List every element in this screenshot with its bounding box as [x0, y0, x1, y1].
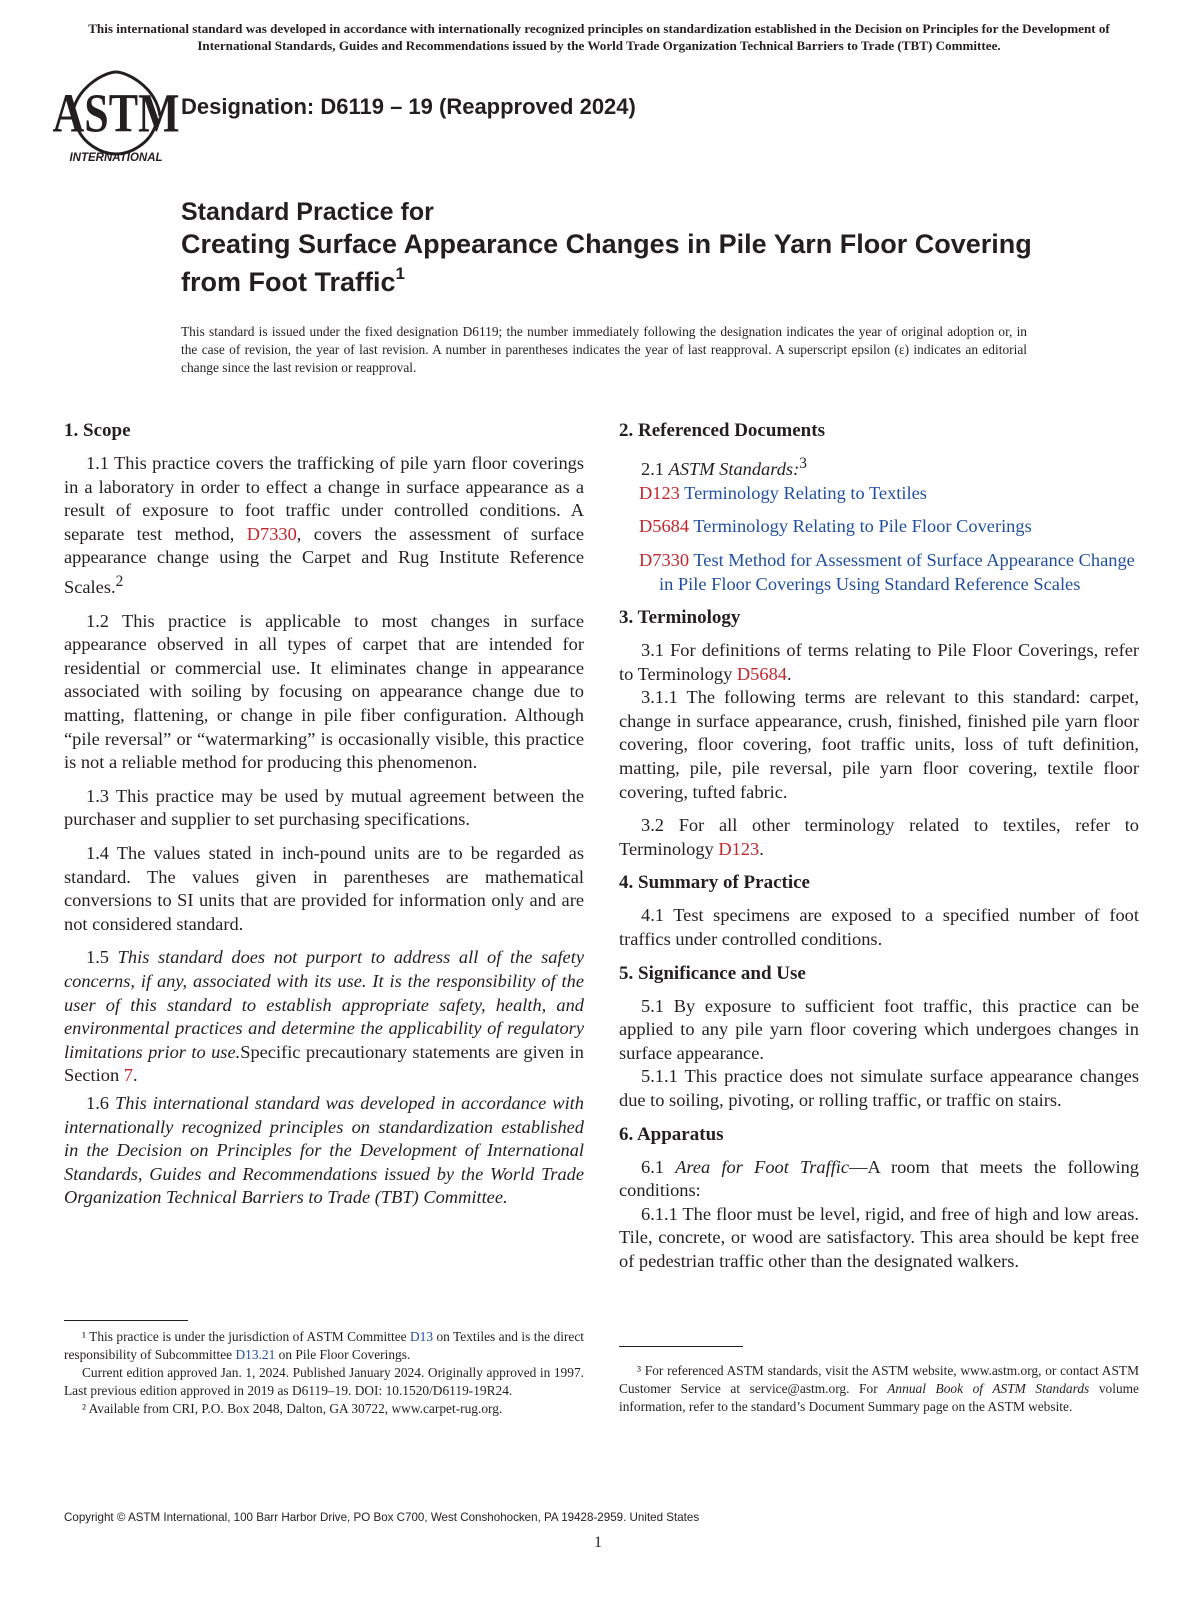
title-main [181, 228, 1081, 298]
link-d13-21[interactable]: D13.21 [235, 1347, 276, 1362]
para-1-5-italic: This standard does not purport to address all of the safety concerns, if any, associated with its use. It is the responsibility of the user of this standard to establish appropriate safety, health, and environmental practices and determine the applicability of regulatory limitations prior to use. [64, 947, 584, 1062]
title-footnote-mark: 1 [395, 264, 405, 283]
para-4-1: 4.1 Test specimens are exposed to a specified number of foot traffics under controlled conditions. [619, 905, 1139, 950]
ref-title: Terminology Relating to Pile Floor Coverings [693, 516, 1032, 537]
link-section-7[interactable]: 7 [123, 1065, 133, 1086]
para-1-1 [64, 452, 584, 600]
logo-mark-text: ASTM [52, 83, 180, 144]
ref-d123[interactable] [619, 482, 1139, 506]
para-3-1-end: . [786, 663, 792, 684]
footnote-ref-2: 2 [115, 572, 124, 590]
para-3-2-end: . [759, 838, 764, 859]
footnote-1-edition: Current edition approved Jan. 1, 2024. Published January 2024. Originally approved in 1997. Last previous edition approved in 2019 as D6119–19. DOI: 10.1520/D6119-19R24. [64, 1365, 584, 1398]
para-1-6 [64, 1092, 584, 1210]
left-column [64, 419, 584, 1220]
section-1-heading: 1. Scope [64, 420, 131, 441]
para-3-2 [619, 814, 1139, 861]
para-1-5-end: . [132, 1065, 138, 1086]
para-1-5 [64, 946, 584, 1088]
link-d7330[interactable]: D7330 [246, 523, 297, 544]
footnote-1-text-end: on Pile Floor Coverings. [275, 1347, 411, 1362]
top-notice: This international standard was developed in accordance with internationally recognized principles on standardization established in the Decision on Principles for the Development of International Standards, Guides and Recommendations issued by the World Trade Organization Technical Barriers to Trade (TBT) Committee. [88, 21, 1110, 53]
para-6-1 [619, 1156, 1139, 1203]
footnote-rule-left [64, 1320, 188, 1321]
para-1-5-rest: Specific precautionary statements are given in Section [64, 1041, 584, 1086]
link-d13[interactable]: D13 [410, 1329, 434, 1344]
title-block [181, 196, 1081, 298]
copyright: Copyright © ASTM International, 100 Barr Harbor Drive, PO Box C700, West Conshohocken, PA 19428-2959. United States [64, 1511, 700, 1524]
para-6-1-italic: Area for Foot Traffic [675, 1156, 850, 1177]
para-3-1-text: 3.1 For definitions of terms relating to Pile Floor Coverings, refer to Terminology [619, 640, 1139, 684]
para-1-1-text: 1.1 This practice covers the trafficking of pile yarn floor coverings in a laboratory in order to effect a change in surface appearance as a result of exposure to foot traffic under controlled conditions. A separate test method, [64, 453, 584, 544]
para-1-5-num: 1.5 [86, 947, 118, 968]
para-1-4: 1.4 The values stated in inch-pound units are to be regarded as standard. The values given in parentheses are mathematical conversions to SI units that are provided for information only and are not considered standard. [64, 843, 584, 934]
ref-d7330[interactable] [619, 549, 1139, 596]
section-2-heading: 2. Referenced Documents [619, 420, 825, 441]
para-6-1-num: 6.1 [641, 1156, 676, 1177]
footnotes-left [64, 1328, 584, 1418]
para-1-6-num: 1.6 [86, 1092, 116, 1113]
ref-title: Terminology Relating to Textiles [684, 482, 927, 503]
para-6-1-1: 6.1.1 The floor must be level, rigid, and free of high and low areas. Tile, concrete, or wood are satisfactory. This area should be kept free of pedestrian traffic other than the designated walkers. [619, 1203, 1139, 1271]
para-3-1 [619, 639, 1139, 686]
para-1-6-italic: This international standard was developed in accordance with internationally recognized principles on standardization established in the Decision on Principles for the Development of International Standards, Guides and Recommendations issued by the World Trade Organization Technical Barriers to Trade (TBT) Committee. [64, 1092, 584, 1208]
footnotes-right [619, 1362, 1139, 1416]
ref-code: D5684 [639, 516, 690, 537]
footnote-3-italic: Annual Book of ASTM Standards [887, 1381, 1090, 1396]
issue-note: This standard is issued under the fixed designation D6119; the number immediately following the designation indicates the year of original adoption or, in the case of revision, the year of last revision. A number in parentheses indicates the year of last reapproval. A superscript epsilon (ε) indicates an editorial change since the last revision or reapproval. [181, 324, 1027, 375]
footnote-1 [64, 1328, 584, 1364]
para-2-1-num: 2.1 [641, 459, 669, 480]
astm-standards-label: ASTM Standards: [668, 459, 800, 480]
footnote-ref-3: 3 [799, 455, 807, 472]
section-3-heading: 3. Terminology [619, 607, 741, 629]
section-4-heading: 4. Summary of Practice [619, 872, 810, 894]
footnote-3-text-end: volume information, refer to the standard’s Document Summary page on the ASTM website. [619, 1381, 1139, 1414]
para-2-1 [619, 452, 1139, 482]
footnote-rule-right [619, 1346, 743, 1347]
link-d123[interactable]: D123 [718, 838, 760, 859]
footnote-1-text: ¹ This practice is under the jurisdiction of ASTM Committee [82, 1329, 410, 1344]
page-number: 1 [594, 1534, 602, 1551]
section-6-heading: 6. Apparatus [619, 1123, 724, 1145]
para-3-1-1: 3.1.1 The following terms are relevant to this standard: carpet, change in surface appearance, crush, finished, finished pile yarn floor covering, floor covering, foot traffic units, loss of tuft definition, matting, pile, pile reversal, pile yarn floor covering, textile floor covering, tufted fabric. [619, 687, 1139, 802]
ref-d5684[interactable] [619, 515, 1139, 539]
para-1-1-text-end: , covers the assessment of surface appearance change using the Carpet and Rug Institute Reference Scales. [64, 523, 584, 598]
ref-code: D7330 [639, 549, 690, 570]
section-5-heading: 5. Significance and Use [619, 962, 806, 984]
astm-logo [52, 68, 180, 168]
designation: Designation: D6119 – 19 (Reapproved 2024) [181, 94, 636, 119]
para-3-2-text: 3.2 For all other terminology related to textiles, refer to Terminology [619, 815, 1139, 859]
title-line1: Standard Practice for [181, 198, 434, 226]
para-1-2: 1.2 This practice is applicable to most changes in surface appearance observed in all types of carpet that are intended for residential or commercial use. It eliminates change in appearance associated with soiling by focusing on appearance change due to matting, flattening, or change in pile fiber configuration. Although “pile reversal” or “watermarking” is occasionally visible, this practice is not a reliable method for producing this phenomenon. [64, 610, 584, 773]
para-5-1: 5.1 By exposure to sufficient foot traffic, this practice can be applied to any pile yarn floor covering which undergoes changes in surface appearance. [619, 995, 1139, 1063]
para-1-3: 1.3 This practice may be used by mutual agreement between the purchaser and supplier to set purchasing specifications. [64, 785, 584, 830]
footnote-1-text-mid: on Textiles and is the direct responsibility of Subcommittee [64, 1329, 585, 1362]
para-6-1-rest: —A room that meets the following conditions: [619, 1156, 1139, 1201]
ref-title: Test Method for Assessment of Surface Appearance Change in Pile Floor Coverings Using Standard Reference Scales [659, 549, 1135, 594]
footnote-3-text: ³ For referenced ASTM standards, visit the ASTM website, www.astm.org, or contact ASTM Customer Service at service@astm.org. For [619, 1363, 1139, 1396]
ref-code: D123 [639, 482, 680, 503]
para-5-1-1: 5.1.1 This practice does not simulate surface appearance changes due to soiling, pivoting, or rolling traffic, or traffic on stairs. [619, 1066, 1139, 1110]
footnote-3 [619, 1362, 1139, 1416]
right-column [619, 419, 1139, 1284]
link-d5684[interactable]: D5684 [736, 663, 787, 684]
footnote-2: ² Available from CRI, P.O. Box 2048, Dalton, GA 30722, www.carpet-rug.org. [82, 1401, 503, 1416]
logo-subtext: INTERNATIONAL [69, 152, 163, 164]
title-main-text: Creating Surface Appearance Changes in Pile Yarn Floor Covering from Foot Traffic [181, 229, 1032, 297]
